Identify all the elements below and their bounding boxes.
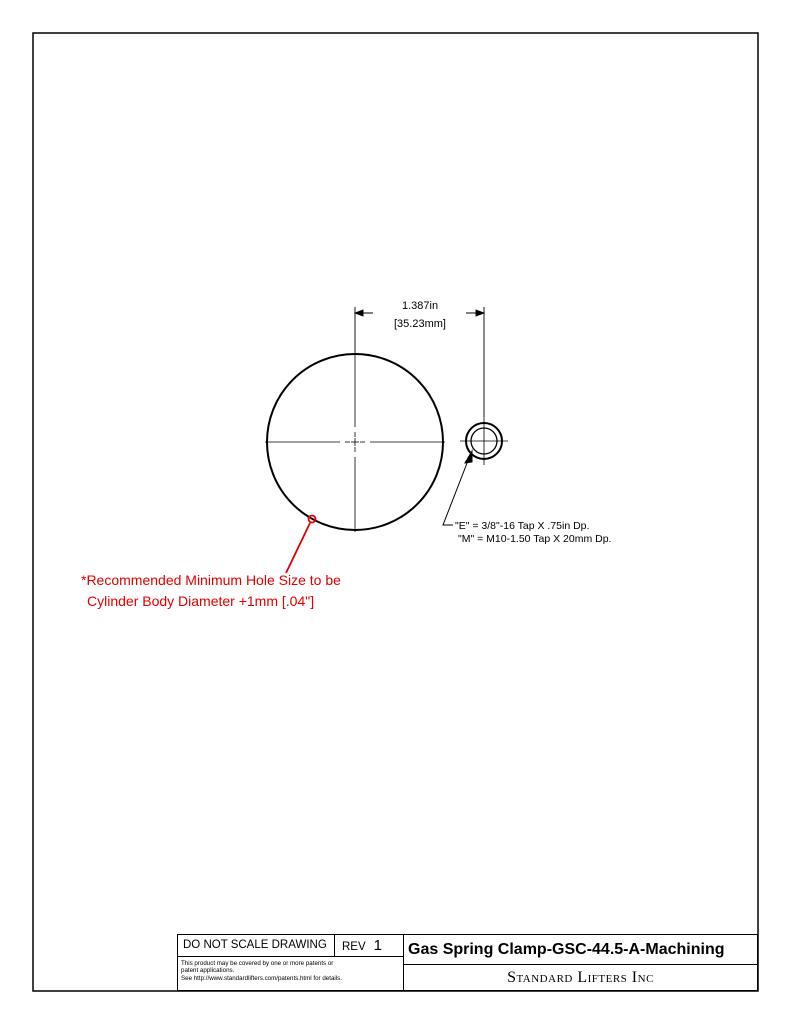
tapped-hole-leader: [443, 451, 472, 525]
patent-line-2: patent applications.: [181, 967, 235, 975]
note-line-1: *Recommended Minimum Hole Size to be: [81, 572, 341, 588]
tapped-hole-centerlines: [460, 417, 508, 465]
company-name: Standard Lifters Inc: [507, 969, 654, 986]
cylinder-centerlines: [265, 352, 445, 532]
do-not-scale-text: DO NOT SCALE DRAWING: [183, 939, 327, 951]
title-block: [177, 934, 758, 991]
dimension-mm-label: [35.23mm]: [394, 318, 446, 330]
patent-line-3: See http://www.standardlifters.com/patents.html for details.: [181, 974, 342, 982]
revision-cell: [335, 935, 404, 957]
patent-notice-cell: [178, 957, 404, 991]
drawing-title: Gas Spring Clamp-GSC-44.5-A-Machining: [408, 941, 725, 958]
revision-value: 1: [373, 937, 382, 954]
dimension-inch-label: 1.387in: [402, 300, 439, 312]
note-leader: [286, 516, 316, 574]
revision-label: REV: [342, 941, 366, 953]
callout-line-2: "M" = M10-1.50 Tap X 20mm Dp.: [458, 533, 612, 545]
patent-line-1: This product may be covered by one or more patents or: [181, 960, 334, 967]
drawing-title-cell: [404, 935, 757, 965]
do-not-scale-cell: [178, 935, 335, 957]
note-line-2: Cylinder Body Diameter +1mm [.04"]: [87, 593, 315, 609]
callout-line-1: "E" = 3/8"-16 Tap X .75in Dp.: [455, 520, 590, 532]
company-name-cell: [404, 965, 757, 990]
sheet-border: [33, 33, 758, 991]
